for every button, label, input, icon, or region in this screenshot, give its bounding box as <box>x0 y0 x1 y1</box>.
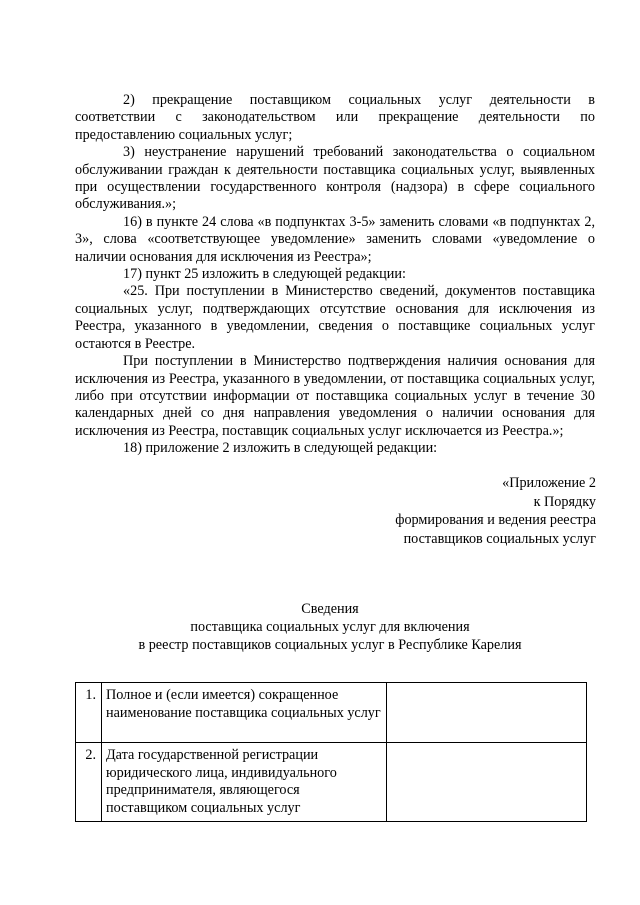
body-text <box>75 92 595 458</box>
paragraph-item-2: 2) прекращение поставщиком социальных услуг деятельности в соответствии с законодательством или прекращение деятельности по предоставлению социальных услуг; <box>75 92 595 143</box>
paragraph-item-3: 3) неустранение нарушений требований законодательства о социальном обслуживании граждан к деятельности поставщика социальных услуг, выявленных при осуществлении государственного контроля (надзора) в сфере социального обслуживания.»; <box>75 144 595 213</box>
row-label: Полное и (если имеется) сокращенное наименование поставщика социальных услуг <box>102 683 387 743</box>
provider-info-table <box>75 682 587 822</box>
paragraph-amendment-17: 17) пункт 25 изложить в следующей редакции: <box>123 266 406 283</box>
paragraph-point-25-continued: При поступлении в Министерство подтверждения наличия основания для исключения из Реестра, указанного в уведомлении, от поставщика социальных услуг, либо при отсутствии информации от поставщика социальных услуг в течение 30 календарных дней со дня направления уведомления о наличии основания для исключения из Реестра, поставщик социальных услуг исключается из Реестра.»; <box>75 353 595 439</box>
appendix-line: «Приложение 2 <box>502 475 596 491</box>
form-title: Сведения <box>301 601 359 617</box>
form-heading <box>40 600 620 654</box>
row-number: 1. <box>76 683 102 743</box>
form-subtitle-line: поставщика социальных услуг для включения <box>190 619 470 635</box>
row-value-cell <box>387 743 587 822</box>
paragraph-point-25: «25. При поступлении в Министерство сведений, документов поставщика социальных услуг, подтверждающих отсутствие основания для исключения из Реестра, указанного в уведомлении, сведения о поставщике социальных услуг остаются в Реестре. <box>75 283 595 352</box>
appendix-line: к Порядку <box>533 493 596 510</box>
form-subtitle-line: в реестр поставщиков социальных услуг в Республике Карелия <box>138 637 522 653</box>
appendix-reference <box>296 474 596 548</box>
table-row <box>76 743 587 822</box>
paragraph-amendment-16: 16) в пункте 24 слова «в подпунктах 3-5» заменить словами «в подпунктах 2, 3», слова «соответствующее уведомление» заменить словами «уведомление о наличии основания для исключения из Реестра»; <box>75 213 595 265</box>
row-number: 2. <box>76 743 102 822</box>
row-label: Дата государственной регистрации юридического лица, индивидуального предпринимателя, являющегося поставщиком социальных услуг <box>102 743 387 822</box>
table-row <box>76 683 587 743</box>
appendix-line: поставщиков социальных услуг <box>403 530 596 547</box>
paragraph-amendment-18: 18) приложение 2 изложить в следующей редакции: <box>123 440 438 457</box>
appendix-line: формирования и ведения реестра <box>395 512 596 528</box>
row-value-cell <box>387 683 587 743</box>
